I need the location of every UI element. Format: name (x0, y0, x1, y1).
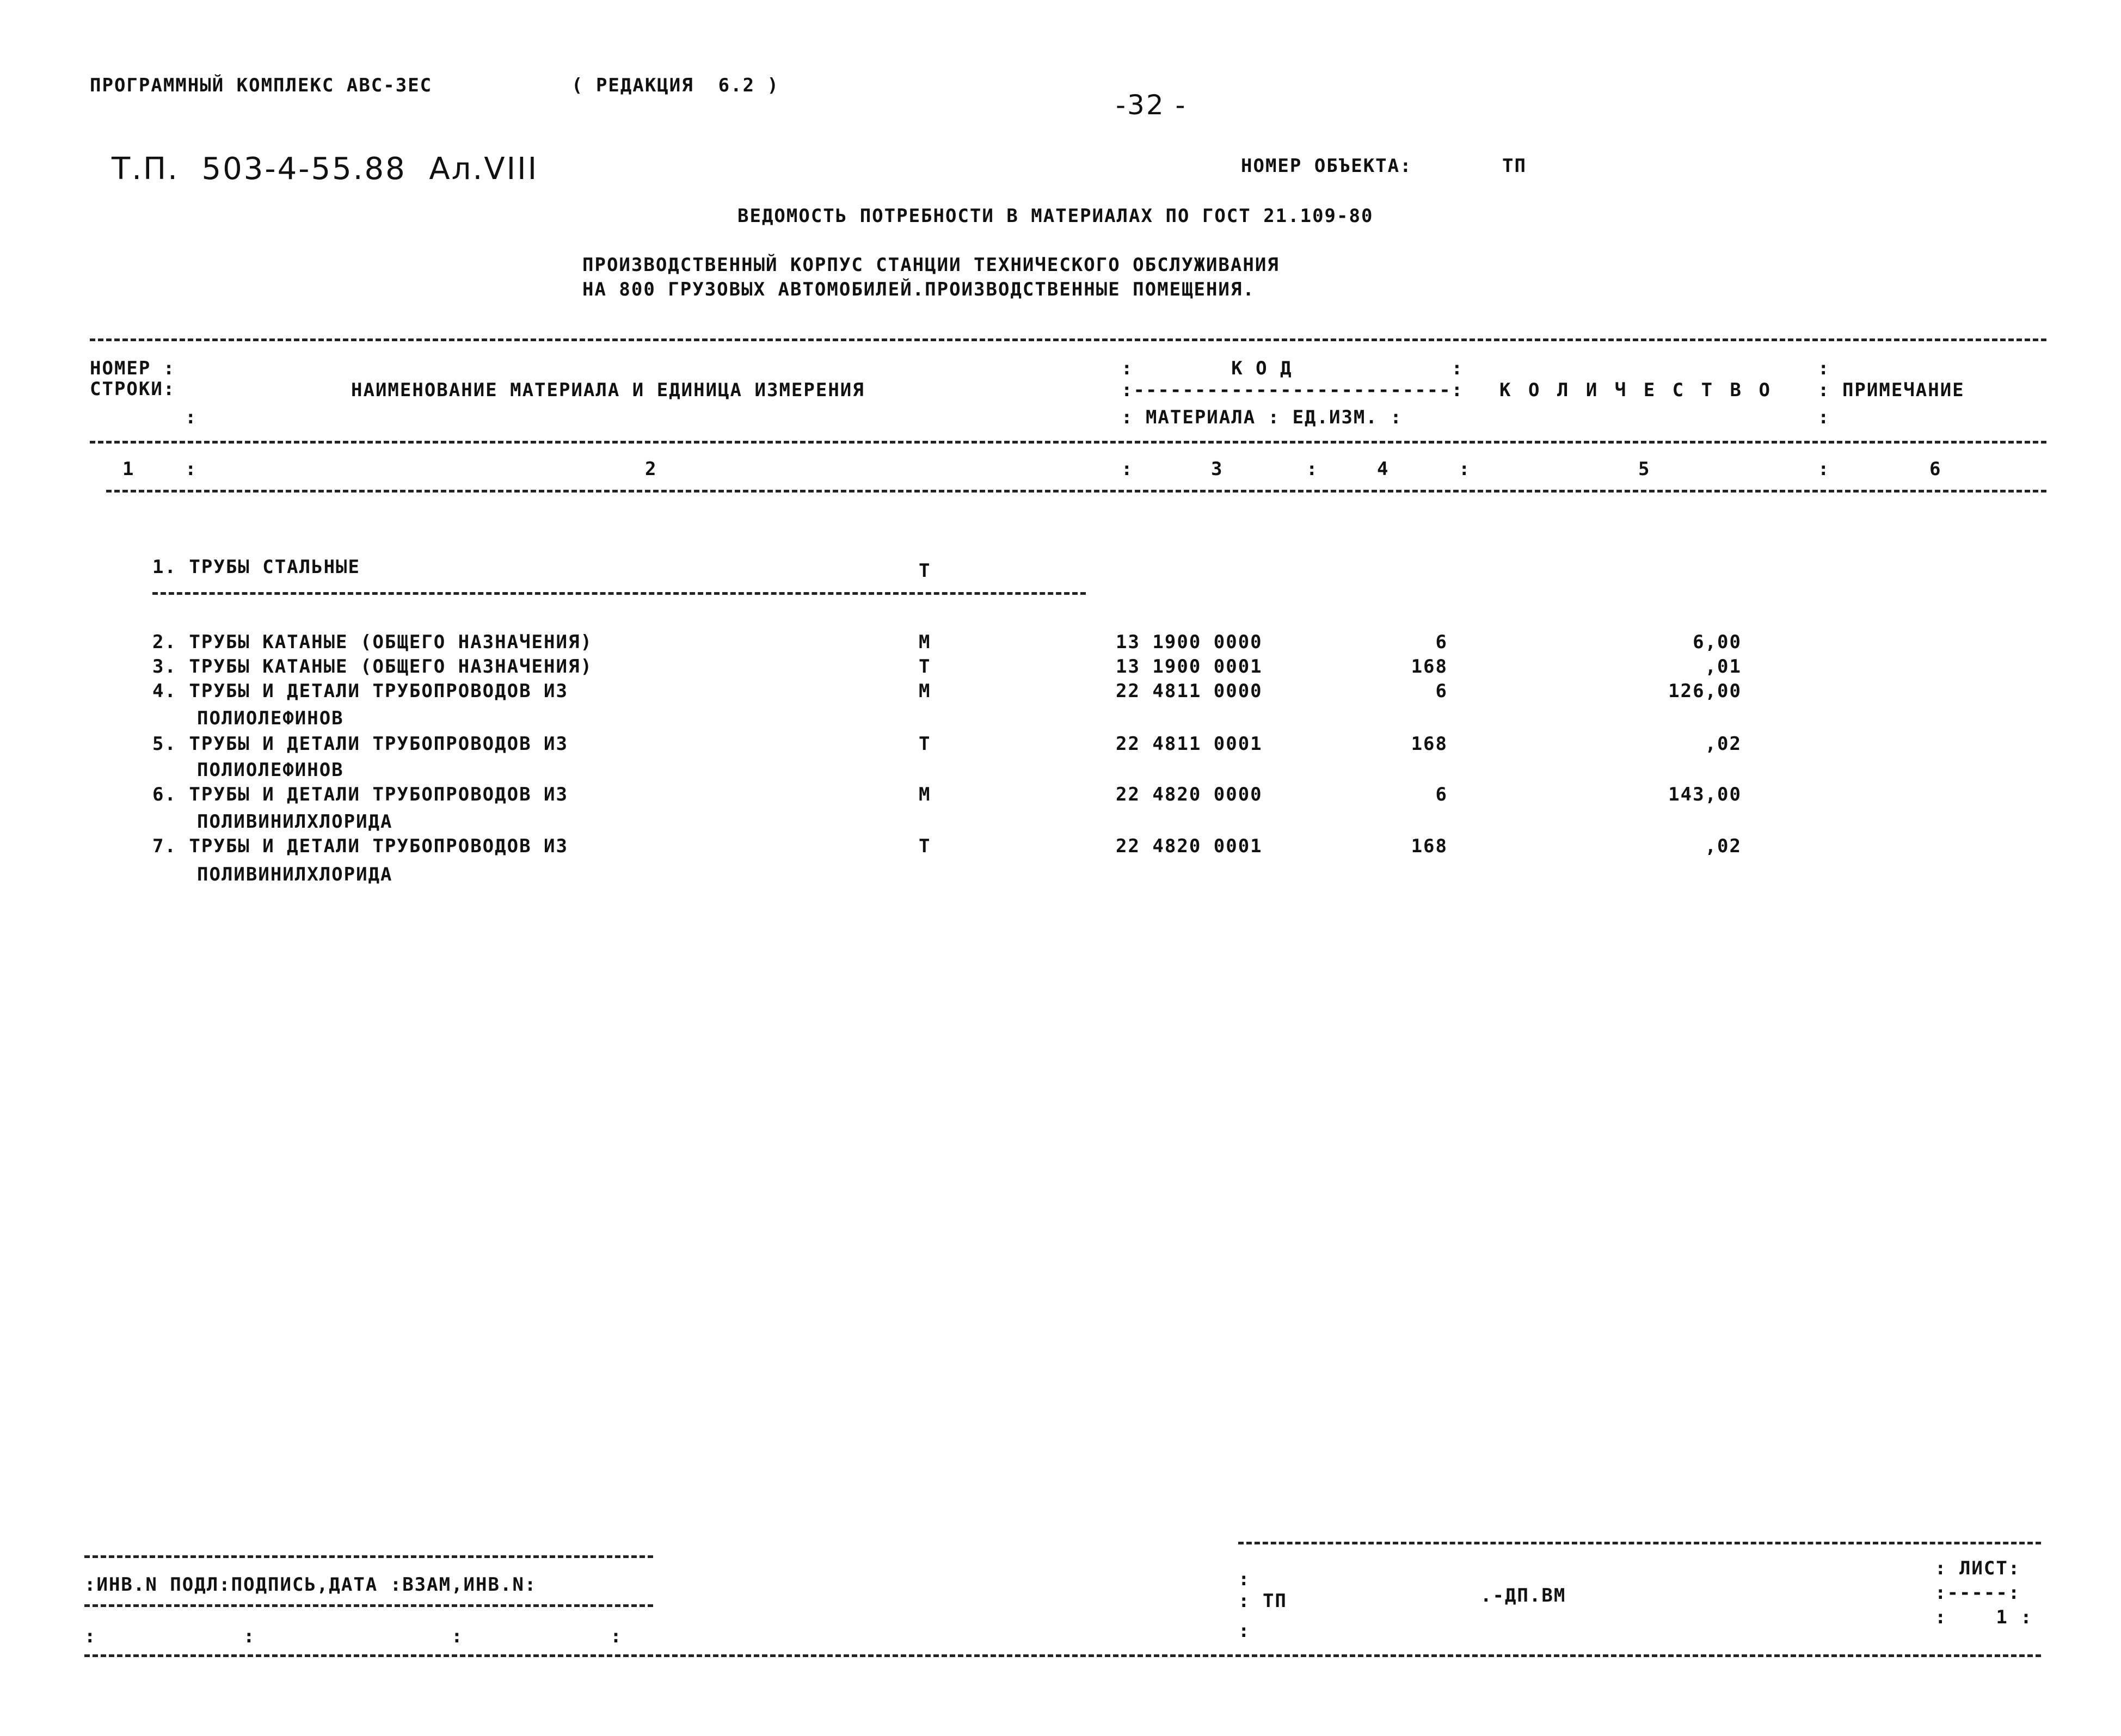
col-code-divider: :--------------------------: (1121, 379, 1464, 401)
row-name: 6. ТРУБЫ И ДЕТАЛИ ТРУБОПРОВОДОВ ИЗ (152, 784, 568, 805)
row-name-continued: ПОЛИВИНИЛХЛОРИДА (197, 811, 393, 833)
row-quantity: 126,00 (1668, 680, 1742, 702)
title-block-top-rule (1238, 1542, 2041, 1544)
row-unit: М (919, 784, 931, 805)
object-number-label: НОМЕР ОБЪЕКТА: (1241, 155, 1412, 177)
row-name-continued: ПОЛИОЛЕФИНОВ (197, 759, 344, 781)
col-number-label-1: НОМЕР : (90, 358, 176, 379)
col-note-label: : ПРИМЕЧАНИЕ (1818, 379, 1965, 401)
tp-code: Т.П. 503-4-55.88 Ал.VIII (112, 151, 539, 187)
stamp-mid-rule (84, 1604, 653, 1607)
col-name-label: НАИМЕНОВАНИЕ МАТЕРИАЛА И ЕДИНИЦА ИЗМЕРЕНИЯ (351, 379, 865, 401)
col-code-label: : К О Д : (1121, 358, 1464, 379)
col-index-sep-1: : (185, 458, 198, 480)
row-name: 3. ТРУБЫ КАТАНЫЕ (ОБЩЕГО НАЗНАЧЕНИЯ) (152, 656, 593, 678)
col-index-2: 2 (645, 458, 657, 480)
col-index-sep-4: : (1459, 458, 1471, 480)
row-unit-code: 6 (1435, 631, 1448, 653)
row-name: 4. ТРУБЫ И ДЕТАЛИ ТРУБОПРОВОДОВ ИЗ (152, 680, 568, 702)
col-number-label-2: СТРОКИ: (90, 378, 176, 400)
col-index-sep-2: : (1121, 458, 1134, 480)
sheet-number: : 1 : (1935, 1606, 2033, 1628)
page-number: -32 - (1116, 89, 1187, 121)
table-header-rule (90, 441, 2046, 444)
sheet-divider: :-----: (1935, 1582, 2021, 1604)
stamp-top-rule (84, 1555, 653, 1558)
row-unit: М (919, 680, 931, 702)
row-unit: М (919, 631, 931, 653)
subtitle-line-2: НА 800 ГРУЗОВЫХ АВТОМОБИЛЕЙ.ПРОИЗВОДСТВЕННЫЕ ПОМЕЩЕНИЯ. (582, 279, 1255, 300)
object-number-value: ТП (1502, 155, 1527, 177)
col-index-6: 6 (1929, 458, 1942, 480)
row-unit-code: 168 (1411, 656, 1448, 678)
row-quantity: ,02 (1705, 835, 1742, 857)
title-block-colon-top: : (1238, 1568, 1251, 1590)
col-index-5: 5 (1638, 458, 1651, 480)
row-quantity: ,02 (1705, 733, 1742, 755)
row-code: 13 1900 0001 (1116, 656, 1263, 678)
col-code-sublabels: : МАТЕРИАЛА : ЕД.ИЗМ. : (1121, 407, 1403, 428)
row-name: 5. ТРУБЫ И ДЕТАЛИ ТРУБОПРОВОДОВ ИЗ (152, 733, 568, 755)
title-block-doc-code: .-ДП.ВМ (1480, 1585, 1566, 1606)
subtitle-line-1: ПРОИЗВОДСТВЕННЫЙ КОРПУС СТАНЦИИ ТЕХНИЧЕСКОГО ОБСЛУЖИВАНИЯ (582, 254, 1280, 276)
row-name: 2. ТРУБЫ КАТАНЫЕ (ОБЩЕГО НАЗНАЧЕНИЯ) (152, 631, 593, 653)
row-name: 7. ТРУБЫ И ДЕТАЛИ ТРУБОПРОВОДОВ ИЗ (152, 835, 568, 857)
row-quantity: 143,00 (1668, 784, 1742, 805)
row-name-continued: ПОЛИВИНИЛХЛОРИДА (197, 864, 393, 885)
section-unit: Т (919, 560, 931, 582)
title-block-colon-bottom: : (1238, 1620, 1251, 1642)
row-unit: Т (919, 656, 931, 678)
row-name-continued: ПОЛИОЛЕФИНОВ (197, 707, 344, 729)
col-quantity-label: К О Л И Ч Е С Т В О (1499, 379, 1773, 401)
row-unit-code: 6 (1435, 784, 1448, 805)
col-index-sep-3: : (1306, 458, 1319, 480)
col-note-sep-1: : (1818, 358, 1830, 379)
stamp-labels: :ИНВ.N ПОДЛ:ПОДПИСЬ,ДАТА :ВЗАМ,ИНВ.N: (84, 1574, 537, 1596)
row-code: 13 1900 0000 (1116, 631, 1263, 653)
table-top-rule (90, 338, 2046, 341)
stamp-cells: : : : : (84, 1626, 623, 1647)
section-label: 1. ТРУБЫ СТАЛЬНЫЕ (152, 556, 360, 578)
table-index-rule (106, 490, 2046, 493)
row-code: 22 4820 0001 (1116, 835, 1263, 857)
program-name: ПРОГРАММНЫЙ КОМПЛЕКС АВС-3ЕС (90, 75, 433, 96)
sheet-label: : ЛИСТ: (1935, 1558, 2021, 1579)
row-quantity: ,01 (1705, 656, 1742, 678)
section-underline (152, 592, 1086, 595)
row-quantity: 6,00 (1693, 631, 1742, 653)
col-note-sep-3: : (1818, 407, 1830, 428)
row-unit-code: 168 (1411, 835, 1448, 857)
col-index-3: 3 (1211, 458, 1224, 480)
row-unit-code: 168 (1411, 733, 1448, 755)
footer-bottom-rule (84, 1654, 2041, 1657)
row-unit-code: 6 (1435, 680, 1448, 702)
edition-label: ( РЕДАКЦИЯ 6.2 ) (571, 75, 779, 96)
row-code: 22 4811 0000 (1116, 680, 1263, 702)
document-title: ВЕДОМОСТЬ ПОТРЕБНОСТИ В МАТЕРИАЛАХ ПО ГОСТ 21.109-80 (737, 205, 1374, 227)
col-index-4: 4 (1377, 458, 1390, 480)
col-index-1: 1 (122, 458, 135, 480)
col-number-label-3: : (185, 407, 198, 428)
col-index-sep-5: : (1818, 458, 1830, 480)
row-code: 22 4811 0001 (1116, 733, 1263, 755)
row-unit: Т (919, 733, 931, 755)
row-unit: Т (919, 835, 931, 857)
row-code: 22 4820 0000 (1116, 784, 1263, 805)
title-block-tp: : ТП (1238, 1590, 1287, 1612)
